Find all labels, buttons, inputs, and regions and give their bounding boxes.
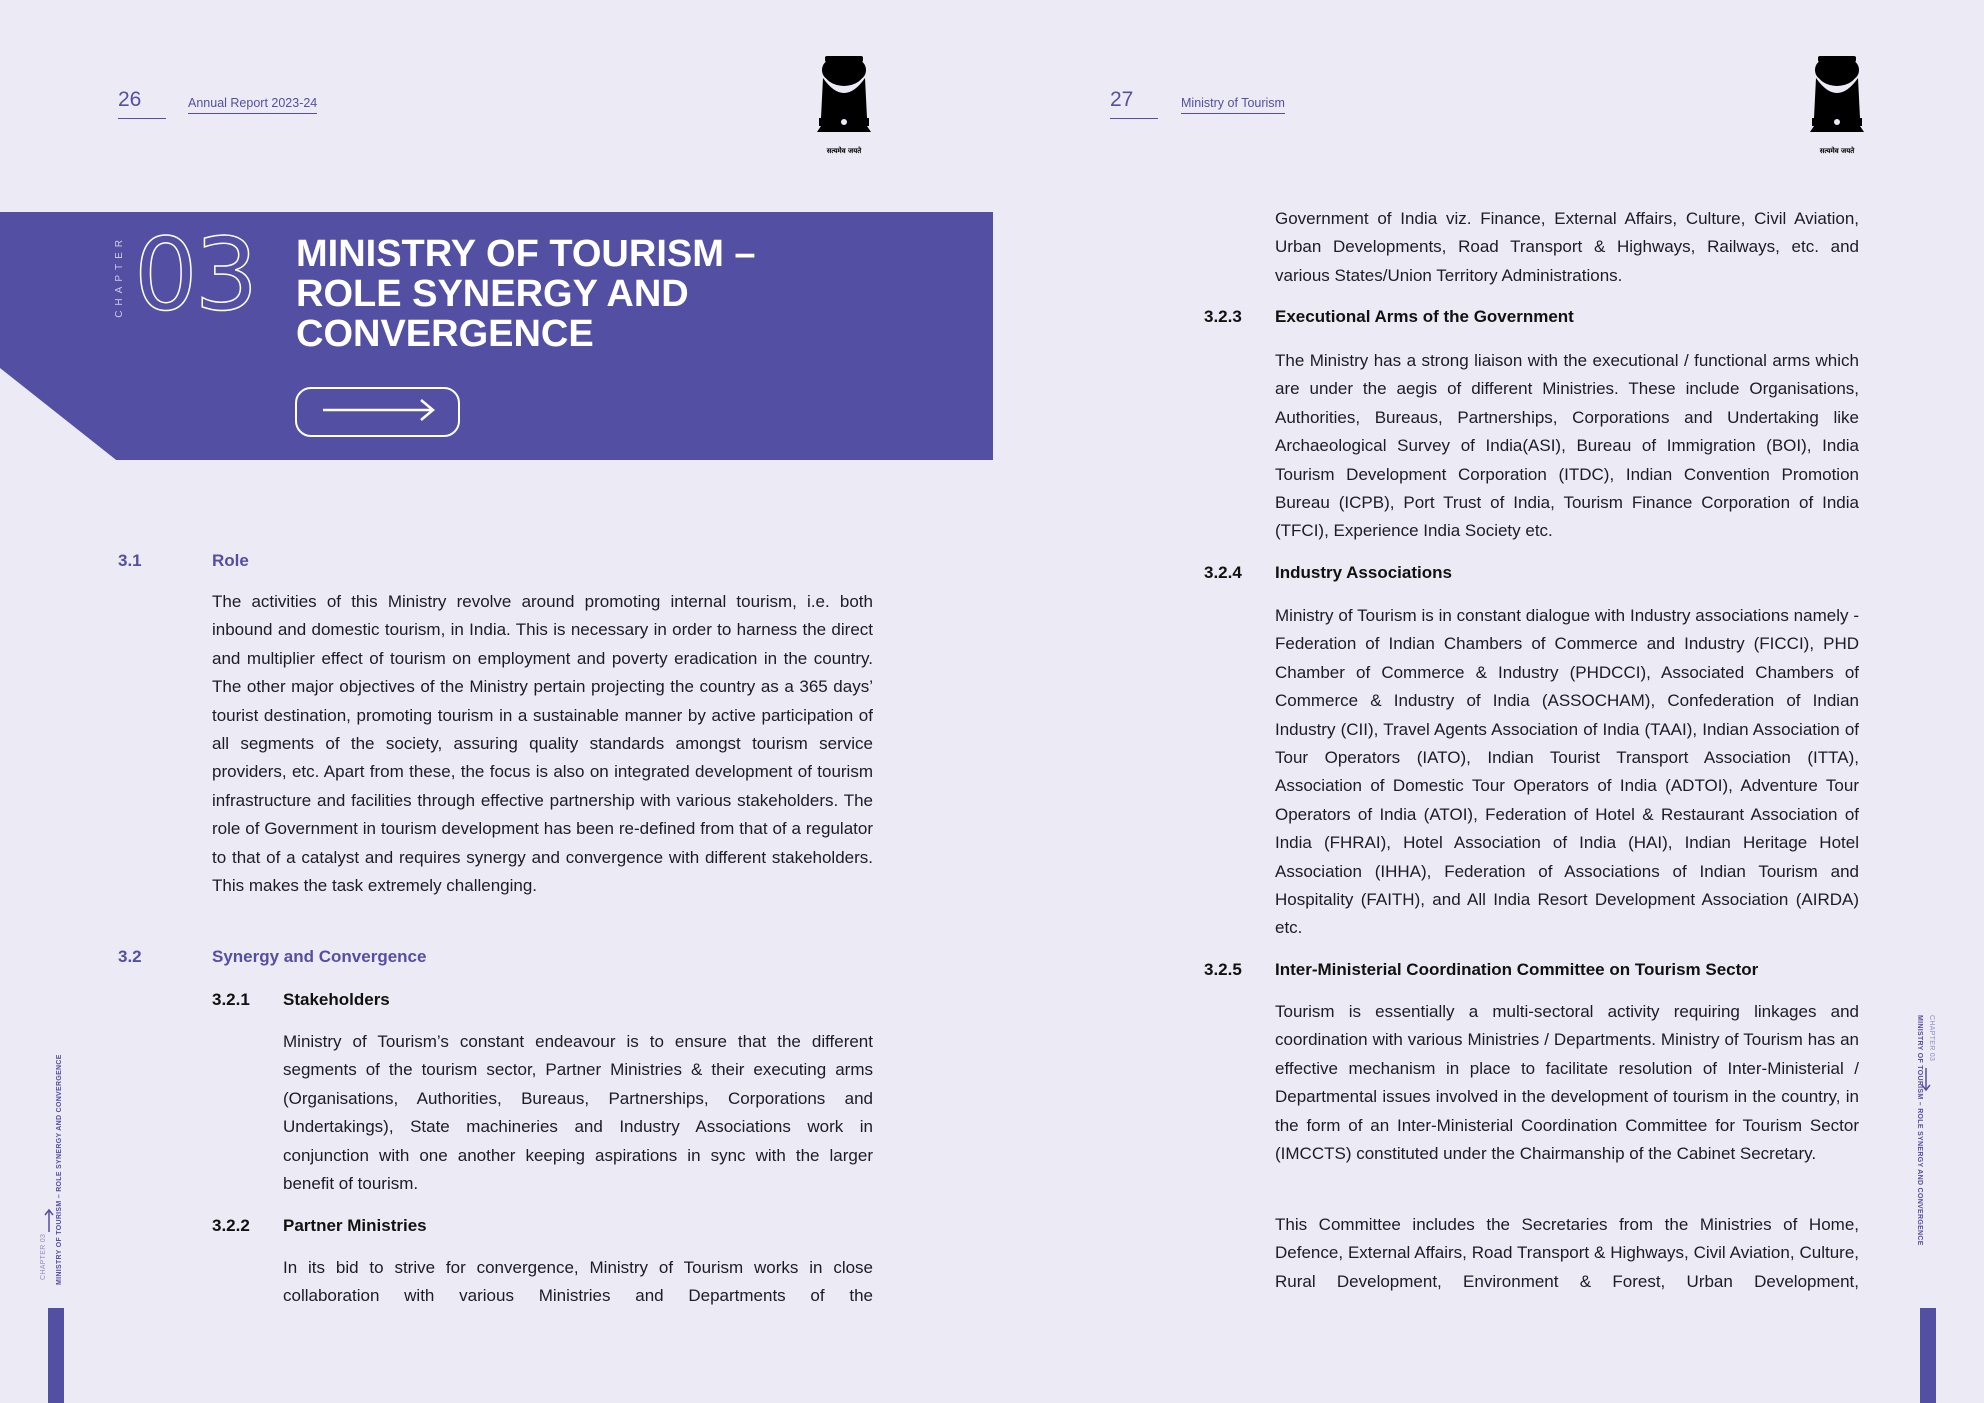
next-arrow-button[interactable] — [295, 387, 460, 437]
subsection-title: Executional Arms of the Government — [1275, 307, 1574, 326]
national-emblem-icon — [1804, 48, 1870, 156]
subsection-number: 3.2.3 — [1204, 307, 1242, 326]
chapter-title-line: MINISTRY OF TOURISM – — [296, 233, 756, 275]
side-chapter-label — [40, 1234, 47, 1280]
subsection-number: 3.2.4 — [1204, 563, 1242, 582]
right-arrow-icon — [297, 389, 457, 434]
side-title-label: MINISTRY OF TOURISM – ROLE SYNERGY AND CONVERGENCE — [56, 1054, 63, 1285]
emblem-caption: सत्यमेव जयते — [1819, 147, 1855, 155]
running-title: Ministry of Tourism — [1181, 96, 1285, 114]
side-chapter-label — [1928, 1015, 1935, 1061]
paragraph: Government of India viz. Finance, External Affairs, Culture, Civil Aviation, Urban Developments, Road Transport & Highways, Railways, etc. and various States/Union Territory Administrations. — [1275, 209, 1859, 285]
right-page — [992, 0, 1984, 1403]
chapter-title-line: CONVERGENCE — [296, 313, 594, 355]
down-arrow-icon — [1921, 1068, 1931, 1092]
chapter-number-text: 03 — [134, 216, 256, 333]
subsection-title: Industry Associations — [1275, 563, 1452, 582]
up-arrow-icon — [44, 1208, 54, 1232]
subsection-title: Stakeholders — [283, 990, 390, 1009]
paragraph: In its bid to strive for convergence, Ministry of Tourism works in close collaboration with various Ministries and Departments of the — [283, 1258, 873, 1306]
subsection-number: 3.2.5 — [1204, 960, 1242, 979]
chapter-title — [296, 234, 856, 354]
subsection-number: 3.2.1 — [212, 990, 250, 1009]
chapter-label — [113, 235, 133, 318]
section-number: 3.2 — [118, 947, 142, 966]
page-number: 27 — [1110, 88, 1158, 119]
paragraph: The Ministry has a strong liaison with the executional / functional arms which are under the aegis of different Ministries. These include Organisations, Authorities, Bureaus, Partnerships, Corporations and Undertaking like Archaeological Survey of India(ASI), Bureau of Immigration (BOI), India Tourism Development Corporation (ITDC), Indian Convention Promotion Bureau (ICPB), Port Trust of India, Tourism Finance Corporation of India (TFCI), Experience India Society etc. — [1275, 351, 1859, 541]
side-tab-bar — [48, 1308, 64, 1403]
side-chapter-text: CHAPTER 03 — [1928, 1015, 1935, 1062]
emblem-caption: सत्यमेव जयते — [826, 147, 862, 155]
paragraph: The activities of this Ministry revolve around promoting internal tourism, i.e. both inbound and domestic tourism, in India. This is necessary in order to harness the direct and multiplier effect of tourism on employment and poverty eradication in the country. The other major objectives of the Ministry pertain projecting the country as a 365 days’ tourist destination, promoting tourism in a sustainable manner by active participation of all segments of the society, assuring quality standards amongst tourism service providers, etc. Apart from these, the focus is also on integrated development of tourism infrastructure and facilities through effective partnership with various stakeholders. The role of Government in tourism development has been re-defined from that of a regulator to that of a catalyst and requires synergy and convergence with different stakeholders. This makes the task extremely challenging. — [212, 592, 873, 896]
section-title: Synergy and Convergence — [212, 947, 427, 966]
chapter-number — [134, 216, 256, 333]
side-tab-bar — [1920, 1308, 1936, 1403]
section-title: Role — [212, 551, 249, 570]
paragraph: Ministry of Tourism is in constant dialogue with Industry associations namely - Federation of Indian Chambers of Commerce and Industry (FICCI), PHD Chamber of Commerce & Industry (PHDCCI), Associated Chambers of Commerce & Industry of India (ASSOCHAM), Confederation of Indian Industry (CII), Travel Agents Association of India (TAAI), Indian Association of Tour Operators (IATO), Indian Tourist Transport Association (ITTA), Association of Domestic Tour Operators of India (ADTOI), Adventure Tour Operators of India (ATOI), Federation of Hotel & Restaurant Association of India (FHRAI), Hotel Association of India (HAI), Indian Heritage Hotel Association (IHHA), Federation of Associations of Indian Tourism and Hospitality (FAITH), and All India Resort Development Association (AIRDA) etc. — [1275, 606, 1859, 938]
subsection-title: Inter-Ministerial Coordination Committee on Tourism Sector — [1275, 960, 1759, 979]
paragraph: This Committee includes the Secretaries from the Ministries of Home, Defence, External Affairs, Road Transport & Highways, Civil Aviation, Culture, Rural Development, Environment & Forest, Urban Development, — [1275, 1215, 1859, 1291]
page-number: 26 — [118, 88, 166, 119]
paragraph: Ministry of Tourism’s constant endeavour is to ensure that the different segments of the tourism sector, Partner Ministries & their executing arms (Organisations, Authorities, Bureaus, Partnerships, Corporations and Undertakings), State machineries and Industry Associations work in conjunction with one another keeping aspirations in sync with the larger benefit of tourism. — [283, 1032, 873, 1194]
side-title-label: MINISTRY OF TOURISM – ROLE SYNERGY AND CONVERGENCE — [1916, 1015, 1923, 1246]
chapter-title-line: ROLE SYNERGY AND — [296, 273, 689, 315]
subsection-title: Partner Ministries — [283, 1216, 427, 1235]
side-chapter-text: CHAPTER 03 — [40, 1233, 47, 1280]
national-emblem-icon — [811, 48, 877, 156]
paragraph: Tourism is essentially a multi-sectoral activity requiring linkages and coordination with various Ministries / Departments. Ministry of Tourism has an effective mechanism in place to facilitate resolution of Inter-Ministerial / Departmental issues involved in the development of tourism in the country, in the form of an Inter-Ministerial Coordination Committee for Tourism Sector (IMCCTS) constituted under the Chairmanship of the Cabinet Secretary. — [1275, 1002, 1859, 1164]
section-number: 3.1 — [118, 551, 142, 570]
chapter-label-text: CHAPTER — [114, 235, 125, 318]
running-title: Annual Report 2023-24 — [188, 96, 317, 114]
subsection-number: 3.2.2 — [212, 1216, 250, 1235]
